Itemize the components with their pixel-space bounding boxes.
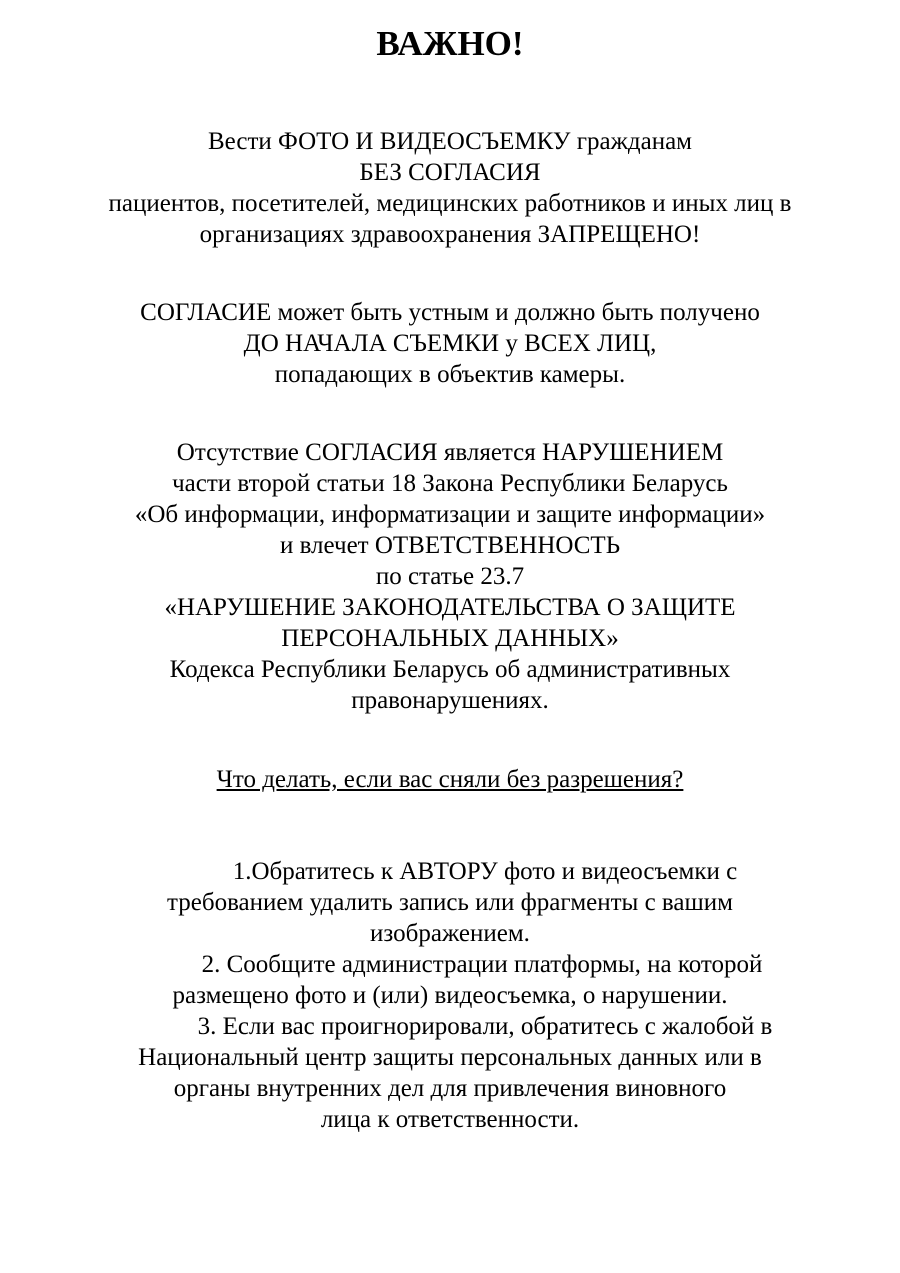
emphasis-text: ДО НАЧАЛА СЪЕМКИ [243,330,500,357]
paragraph-line: пациентов, посетителей, медицинских работников и иных лиц в [108,190,792,217]
text-run: у [499,330,525,357]
step-3-line: 3. Если вас проигнорировали, обратитесь с жалобой в [197,1013,773,1040]
paragraph-line: правонарушениях. [351,687,549,714]
question-text: Что делать, если вас сняли без разрешения? [216,766,684,793]
paragraph-line: попадающих в объектив камеры. [274,361,626,388]
step-1-line: изображением. [370,920,530,947]
paragraph-line: Кодекса Республики Беларусь об административных [169,656,731,683]
paragraph-line: «НАРУШЕНИЕ ЗАКОНОДАТЕЛЬСТВА О ЗАЩИТЕ [164,594,736,621]
emphasis-text: АВТОРУ [399,858,498,885]
text-run: Отсутствие [176,439,306,466]
emphasis-text: НАРУШЕНИЕМ [542,439,724,466]
paragraph-line [0,126,900,157]
paragraph-line [0,219,900,250]
emphasis-text: СОГЛАСИЯ [305,439,438,466]
text-run: гражданам [570,128,692,155]
text-run: и влечет [279,532,375,559]
text-run: является [437,439,542,466]
emphasis-text: ЗАПРЕЩЕНО [537,221,692,248]
text-run: ! [692,221,701,248]
consent-paragraph [0,297,900,390]
liability-paragraph [0,437,900,716]
prohibition-paragraph [0,126,900,250]
step-1-line [35,856,900,887]
paragraph-line [0,530,900,561]
step-3-line: органы внутренних дел для привлечения виновного [173,1075,727,1102]
paragraph-line: «Об информации, информатизации и защите информации» [134,501,766,528]
step-2-line: 2. Сообщите администрации платформы, на которой [201,951,763,978]
step-1-line: требованием удалить запись или фрагменты с вашим [167,889,733,916]
emphasis-text: ФОТО И ВИДЕОСЪЕМКУ [278,128,571,155]
step-3-line: лица к ответственности. [320,1106,580,1133]
text-run: фото и видеосъемки с [497,858,738,885]
step-3-line: Национальный центр защиты персональных данных или в [138,1044,762,1071]
emphasis-text: ВСЕХ ЛИЦ [524,330,651,357]
paragraph-line: части второй статьи 18 Закона Республики Беларусь [172,470,728,497]
step-2-line: размещено фото и (или) видеосъемка, о нарушении. [172,982,728,1009]
steps-list [0,856,900,1135]
paragraph-line: БЕЗ СОГЛАСИЯ [359,159,541,186]
emphasis-text: ОТВЕТСТВЕННОСТЬ [374,532,621,559]
paragraph-line: по статье 23.7 [375,563,525,590]
text-run: , [650,330,657,357]
emphasis-text: СОГЛАСИЕ [140,299,272,326]
text-run: организациях здравоохранения [199,221,538,248]
text-run: Вести [208,128,279,155]
question-heading [0,764,900,795]
text-run: 1.Обратитесь к [232,858,400,885]
paragraph-line [0,297,900,328]
page-title: ВАЖНО! [376,24,524,63]
text-run: может быть устным и должно быть получено [271,299,760,326]
paragraph-line: ПЕРСОНАЛЬНЫХ ДАННЫХ» [281,625,619,652]
paragraph-line [0,328,900,359]
paragraph-line [0,437,900,468]
